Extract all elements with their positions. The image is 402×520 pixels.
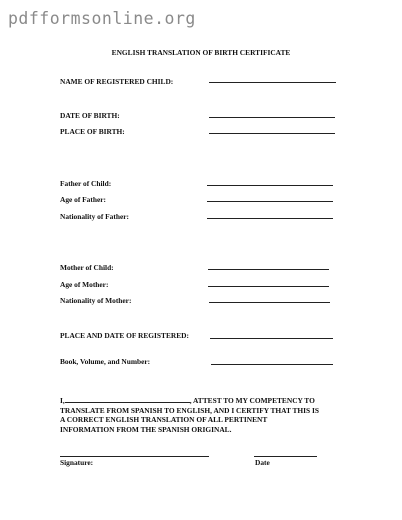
father-of-child-label: Father of Child: bbox=[60, 179, 112, 188]
place-of-birth-label: PLACE OF BIRTH: bbox=[60, 127, 125, 136]
watermark-text: pdfformsonline.org bbox=[8, 9, 196, 28]
child-name-label: NAME OF REGISTERED CHILD: bbox=[60, 77, 174, 86]
mother-of-child-line[interactable] bbox=[208, 269, 329, 270]
nationality-of-father-label: Nationality of Father: bbox=[60, 212, 129, 221]
place-date-registered-line[interactable] bbox=[210, 338, 333, 339]
attestation-paragraph bbox=[60, 395, 360, 434]
date-of-birth-label: DATE OF BIRTH: bbox=[60, 111, 120, 120]
signature-line[interactable] bbox=[60, 456, 209, 457]
attestation-line-3: A CORRECT ENGLISH TRANSLATION OF ALL PERTINENT bbox=[60, 415, 268, 425]
attestation-line-1 bbox=[60, 395, 360, 406]
date-line[interactable] bbox=[254, 456, 317, 457]
book-volume-number-line[interactable] bbox=[211, 364, 333, 365]
document-title: ENGLISH TRANSLATION OF BIRTH CERTIFICATE bbox=[111, 48, 291, 57]
attestation-line-1-suffix: , ATTEST TO MY COMPETENCY TO bbox=[189, 396, 315, 405]
father-of-child-line[interactable] bbox=[207, 185, 333, 186]
date-of-birth-line[interactable] bbox=[209, 117, 335, 118]
signature-label: Signature: bbox=[60, 458, 94, 467]
date-label: Date bbox=[255, 458, 270, 467]
nationality-of-mother-label: Nationality of Mother: bbox=[60, 296, 132, 305]
age-of-mother-line[interactable] bbox=[208, 286, 329, 287]
age-of-father-label: Age of Father: bbox=[60, 195, 106, 204]
attestation-line-4: INFORMATION FROM THE SPANISH ORIGINAL. bbox=[60, 424, 232, 434]
child-name-line[interactable] bbox=[209, 82, 336, 83]
age-of-mother-label: Age of Mother: bbox=[60, 280, 109, 289]
age-of-father-line[interactable] bbox=[207, 201, 333, 202]
nationality-of-mother-line[interactable] bbox=[209, 302, 330, 303]
attestation-prefix: I, bbox=[60, 396, 65, 405]
book-volume-number-label: Book, Volume, and Number: bbox=[60, 357, 151, 366]
translator-name-line[interactable] bbox=[65, 395, 190, 403]
mother-of-child-label: Mother of Child: bbox=[60, 263, 114, 272]
place-of-birth-line[interactable] bbox=[209, 133, 335, 134]
attestation-line-2: TRANSLATE FROM SPANISH TO ENGLISH, AND I CERTIFY THAT THIS IS bbox=[60, 405, 319, 415]
place-date-registered-label: PLACE AND DATE OF REGISTERED: bbox=[60, 331, 189, 340]
nationality-of-father-line[interactable] bbox=[207, 218, 333, 219]
